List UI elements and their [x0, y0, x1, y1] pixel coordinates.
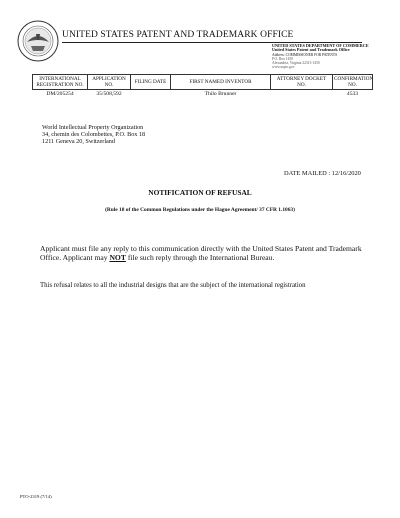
- cell-filing-date: [131, 90, 171, 102]
- department-address-block: [272, 44, 382, 70]
- application-info-table: [32, 74, 373, 101]
- uspto-seal-logo: [17, 20, 59, 62]
- dept-line: P.O. Box 1450: [272, 56, 293, 61]
- emphasis-not: NOT: [109, 253, 126, 263]
- dept-line: United States Patent and Trademark Office: [272, 47, 350, 53]
- cell-attorney-docket-no: [271, 90, 333, 102]
- header-confirmation-no: CONFIRMATION NO.: [334, 76, 374, 88]
- form-code: PTO-2319 (7/14): [20, 494, 52, 499]
- header-first-named-inventor: FIRST NAMED INVENTOR: [171, 75, 271, 90]
- cell-application-no: 35/508,592: [96, 91, 122, 97]
- dept-line: www.uspto.gov: [272, 65, 295, 70]
- dept-line: Alexandria, Virginia 22313-1450: [272, 61, 320, 66]
- cell-first-named-inventor: Thilo Brunner: [204, 91, 237, 97]
- para-text: file such reply through the International Bureau.: [125, 253, 275, 263]
- header-application-no: APPLICATION NO.: [88, 75, 131, 90]
- recipient-address: [42, 124, 145, 146]
- dept-line: Address: COMMISSIONER FOR PATENTS: [272, 52, 338, 57]
- address-line: World Intellectual Property Organization: [42, 124, 144, 131]
- para-text: Applicant must file any reply to this communication directly with the United States Patent and Trademark Office. Applicant may: [40, 244, 362, 263]
- address-line: 34, chemin des Colombettes, P.O. Box 18: [42, 131, 146, 139]
- rule-reference: (Rule 18 of the Common Regulations under the Hague Agreement/ 37 CFR 1.1063): [105, 207, 295, 213]
- dept-line: UNITED STATES DEPARTMENT OF COMMERCE: [272, 43, 369, 48]
- office-title: UNITED STATES PATENT AND TRADEMARK OFFICE: [62, 30, 294, 40]
- reply-instruction-paragraph: [40, 244, 375, 263]
- table-header-row: [33, 75, 373, 90]
- date-mailed: DATE MAILED : 12/16/2020: [284, 170, 361, 177]
- header-attorney-docket-no: ATTORNEY DOCKET NO.: [271, 75, 333, 90]
- refusal-scope-paragraph: This refusal relates to all the industrial designs that are the subject of the international registration: [40, 282, 306, 289]
- cell-intl-registration-no: DM/205254: [46, 91, 74, 97]
- address-line: 1211 Geneva 20, Switzerland: [42, 138, 115, 146]
- header-filing-date: FILING DATE: [131, 75, 171, 90]
- cell-confirmation-no: 4533: [346, 91, 359, 97]
- notice-title: NOTIFICATION OF REFUSAL: [148, 188, 252, 197]
- header-intl-registration-no: INTERNATIONAL REGISTRATION NO.: [33, 75, 88, 90]
- table-row: [33, 90, 373, 102]
